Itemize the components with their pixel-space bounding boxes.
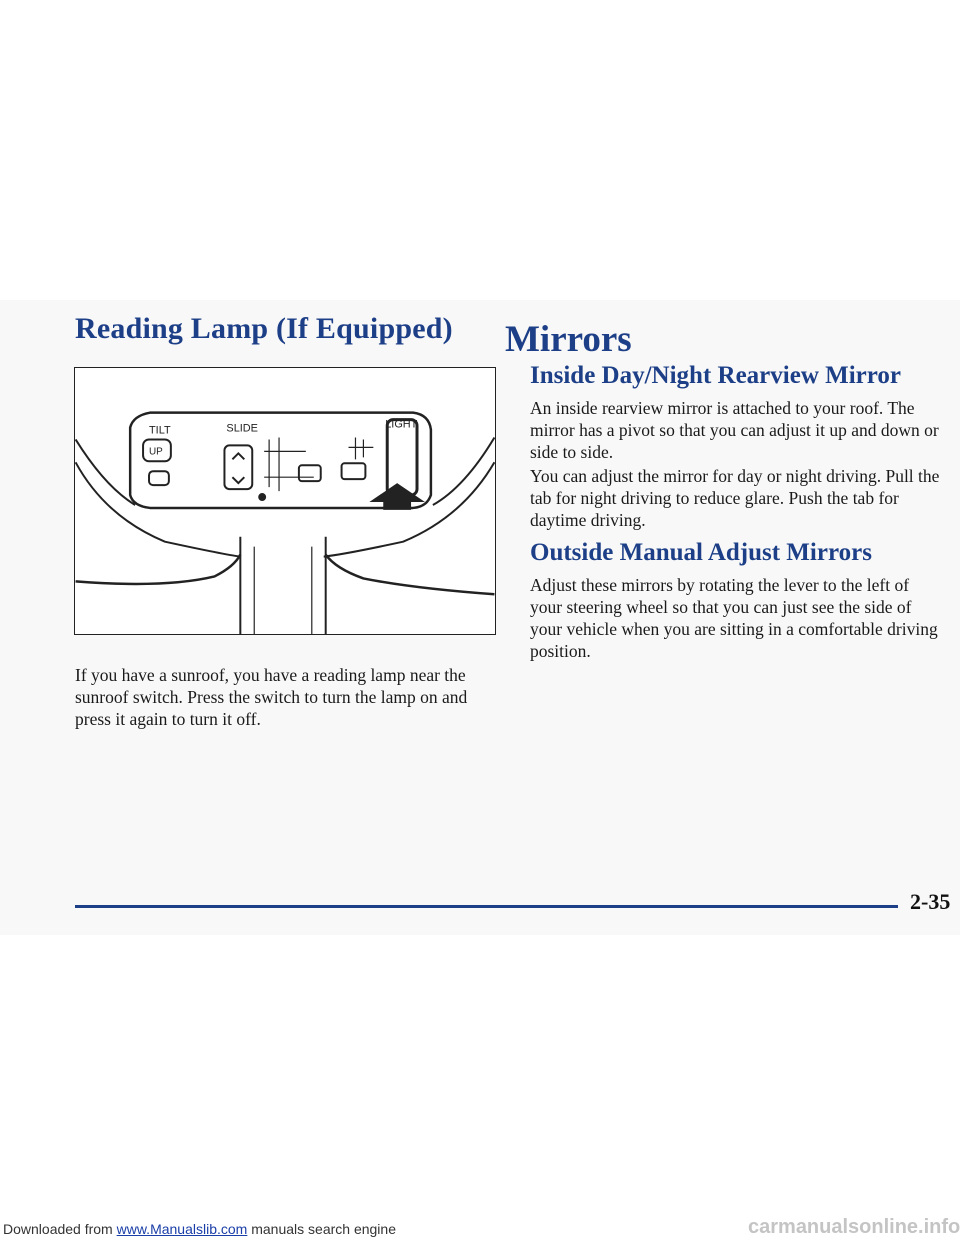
outside-mirror-heading: Outside Manual Adjust Mirrors (530, 539, 872, 566)
watermark: carmanualsonline.info (748, 1216, 960, 1238)
reading-lamp-illustration (74, 367, 496, 635)
download-footer (3, 1221, 396, 1237)
tilt-label: TILT (149, 424, 171, 437)
reading-lamp-heading: Reading Lamp (If Equipped) (75, 312, 453, 345)
page-number: 2-35 (910, 889, 951, 914)
reading-lamp-text: If you have a sunroof, you have a reading lamp near the sunroof switch. Press the switch to turn the lamp on and press it again to turn it off. (75, 665, 468, 729)
outside-mirror-text: Adjust these mirrors by rotating the lever to the left of your steering wheel so that you can just see the side of your vehicle when you are sitting in a comfortable driving position. (530, 575, 938, 661)
slide-label: SLIDE (226, 422, 258, 435)
footer-suffix: manuals search engine (247, 1221, 396, 1237)
mirrors-heading: Mirrors (505, 319, 632, 360)
footer-prefix: Downloaded from (3, 1221, 117, 1237)
up-label: UP (149, 446, 163, 458)
manualslib-link[interactable]: www.Manualslib.com (116, 1221, 248, 1237)
footer-rule (75, 905, 898, 908)
inside-mirror-text-1: An inside rearview mirror is attached to your roof. The mirror has a pivot so that you can adjust it up and down or side to side. (530, 398, 939, 462)
inside-mirror-text-2: You can adjust the mirror for day or night driving. Pull the tab for night driving to reduce glare. Push the tab for daytime driving. (530, 466, 940, 530)
light-label: LIGHT (385, 418, 418, 431)
inside-mirror-heading: Inside Day/Night Rearview Mirror (530, 362, 902, 389)
